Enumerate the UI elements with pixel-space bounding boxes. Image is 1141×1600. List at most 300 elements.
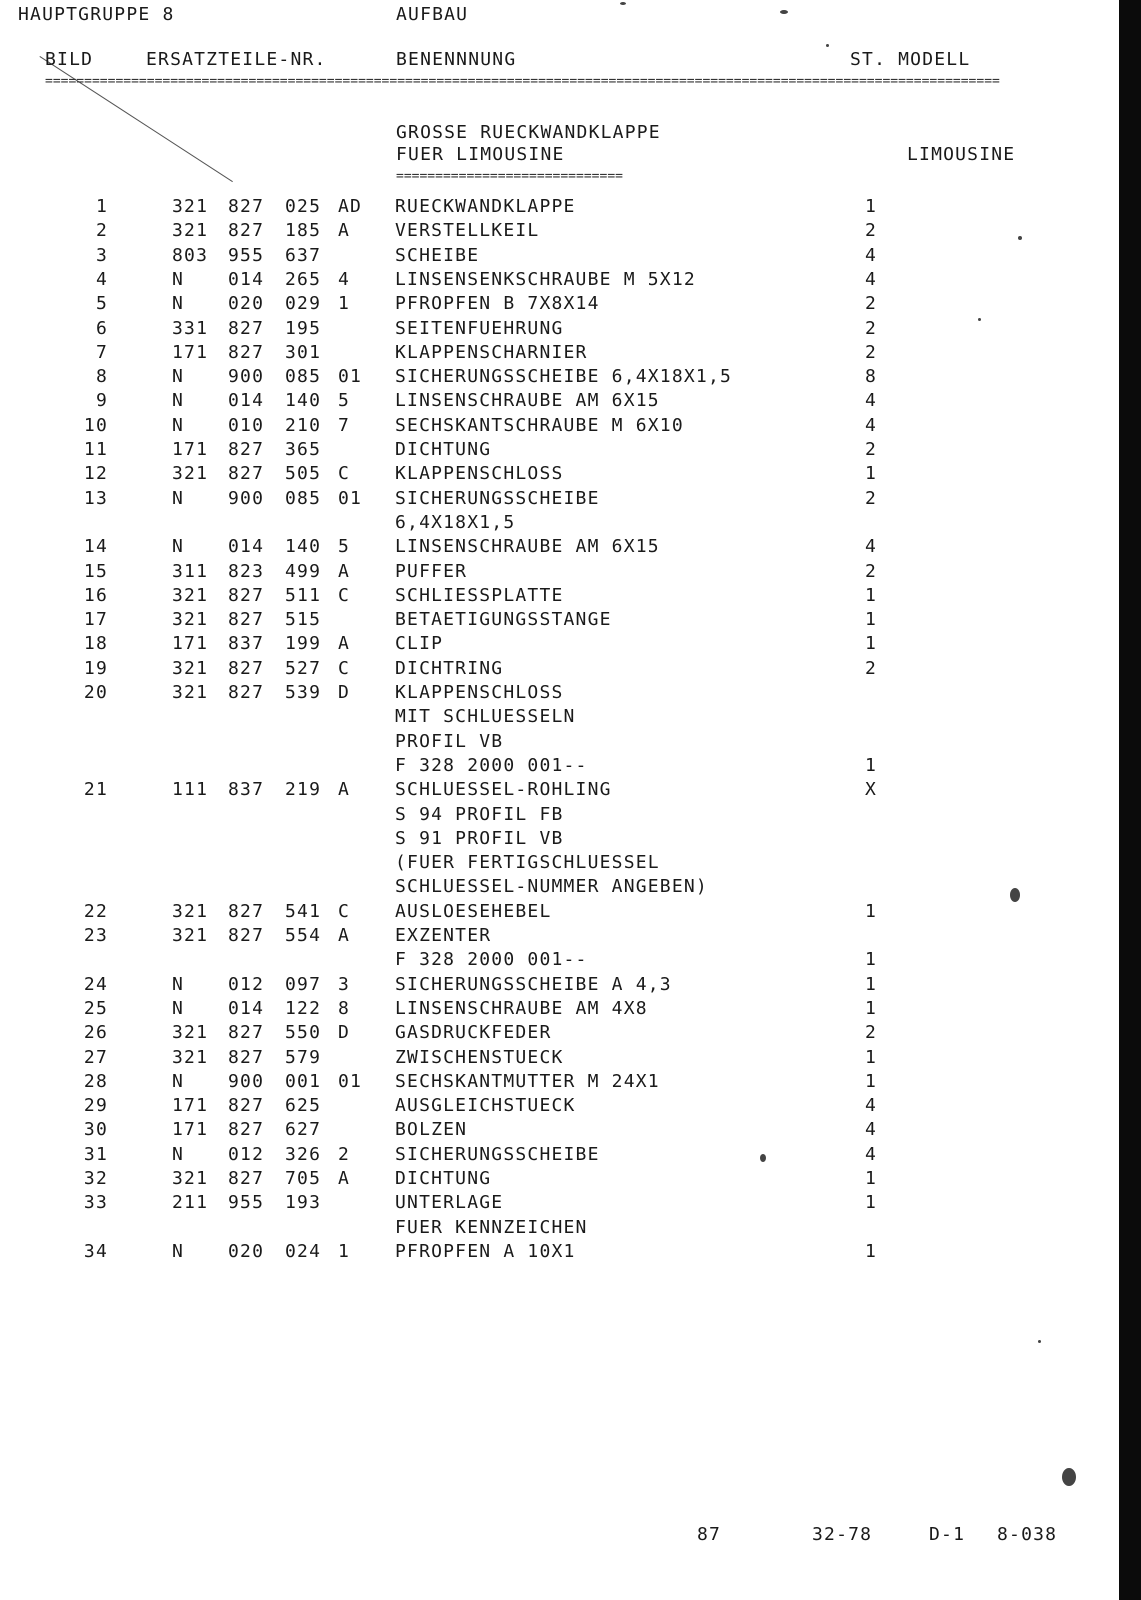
table-row [0,1167,1100,1191]
row-part-prefix: 171 [172,439,209,460]
row-qty: 2 [864,318,878,339]
row-part-prefix: 321 [172,1047,209,1068]
row-part-group-1: 012 [228,974,265,995]
row-part-group-2: 210 [285,415,322,436]
table-row [0,414,1100,438]
table-row [0,681,1100,705]
row-qty: 2 [864,293,878,314]
table-row [0,1021,1100,1045]
row-part-prefix: N [172,415,185,436]
row-part-group-1: 827 [228,609,265,630]
row-bild: 9 [95,390,108,411]
table-row [0,219,1100,243]
table-row [0,973,1100,997]
row-part-prefix: N [172,488,185,509]
row-qty: 2 [864,1022,878,1043]
row-name: SCHEIBE [395,245,480,266]
row-name: LINSENSCHRAUBE AM 6X15 [395,390,660,411]
row-part-prefix: 321 [172,196,209,217]
col-header-qty-model: ST. MODELL [850,49,971,70]
row-bild: 7 [95,342,108,363]
row-part-group-1: 827 [228,901,265,922]
row-part-prefix: 321 [172,585,209,606]
table-row [0,948,1100,972]
row-part-suffix: D [338,1022,351,1043]
row-bild: 31 [83,1144,108,1165]
row-part-group-1: 827 [228,1047,265,1068]
row-qty: 2 [864,342,878,363]
row-name: F 328 2000 001-- [395,755,588,776]
row-name: PROFIL VB [395,731,504,752]
row-part-prefix: 171 [172,1095,209,1116]
row-part-prefix: N [172,536,185,557]
row-name: PFROPFEN A 10X1 [395,1241,576,1262]
row-part-group-1: 010 [228,415,265,436]
table-row [0,1118,1100,1142]
table-row [0,754,1100,778]
row-part-suffix: 4 [338,269,351,290]
row-qty: 1 [864,1047,878,1068]
row-part-group-1: 827 [228,1095,265,1116]
row-name: GASDRUCKFEDER [395,1022,552,1043]
row-name: PUFFER [395,561,468,582]
scan-speck [1062,1468,1076,1486]
row-part-group-2: 122 [285,998,322,1019]
row-part-prefix: N [172,998,185,1019]
row-name: SICHERUNGSSCHEIBE [395,488,600,509]
row-part-group-1: 014 [228,536,265,557]
row-part-group-2: 195 [285,318,322,339]
row-part-group-1: 827 [228,318,265,339]
row-qty: 4 [864,1119,878,1140]
row-part-suffix: 1 [338,293,351,314]
row-qty: 1 [864,609,878,630]
row-part-prefix: 321 [172,901,209,922]
row-part-group-1: 827 [228,925,265,946]
row-bild: 32 [83,1168,108,1189]
table-row [0,462,1100,486]
table-row [0,705,1100,729]
row-part-group-2: 085 [285,488,322,509]
row-part-prefix: 321 [172,463,209,484]
row-qty: 1 [864,949,878,970]
row-part-group-1: 900 [228,1071,265,1092]
row-name: LINSENSENKSCHRAUBE M 5X12 [395,269,696,290]
row-part-group-1: 900 [228,488,265,509]
row-bild: 34 [83,1241,108,1262]
row-part-group-2: 550 [285,1022,322,1043]
row-name: DICHTUNG [395,1168,492,1189]
row-name: SICHERUNGSSCHEIBE A 4,3 [395,974,672,995]
row-part-group-1: 955 [228,245,265,266]
table-row [0,365,1100,389]
row-part-prefix: 331 [172,318,209,339]
row-bild: 11 [83,439,108,460]
row-qty: 2 [864,220,878,241]
row-qty: 1 [864,196,878,217]
row-part-group-2: 326 [285,1144,322,1165]
row-part-group-2: 499 [285,561,322,582]
row-part-prefix: N [172,269,185,290]
table-row [0,632,1100,656]
row-name: S 94 PROFIL FB [395,804,564,825]
section-title: AUFBAU [396,4,469,25]
row-part-prefix: N [172,293,185,314]
row-part-group-1: 827 [228,1168,265,1189]
row-qty: 4 [864,1144,878,1165]
row-bild: 30 [83,1119,108,1140]
row-part-group-2: 025 [285,196,322,217]
row-qty: 1 [864,463,878,484]
heading-underline: ============================= [396,170,623,184]
row-part-suffix: 01 [338,488,363,509]
row-qty: 1 [864,755,878,776]
row-bild: 17 [83,609,108,630]
row-part-suffix: C [338,585,351,606]
row-qty: 4 [864,245,878,266]
row-name: SICHERUNGSSCHEIBE 6,4X18X1,5 [395,366,733,387]
row-name: F 328 2000 001-- [395,949,588,970]
row-bild: 25 [83,998,108,1019]
row-part-group-2: 029 [285,293,322,314]
footer-date: 32-78 [812,1524,873,1545]
row-part-group-2: 001 [285,1071,322,1092]
row-name: SCHLUESSEL-ROHLING [395,779,612,800]
row-bild: 8 [95,366,108,387]
row-name: DICHTRING [395,658,504,679]
row-part-suffix: C [338,463,351,484]
table-row [0,560,1100,584]
row-name: AUSGLEICHSTUECK [395,1095,576,1116]
row-name: S 91 PROFIL VB [395,828,564,849]
scan-speck [826,44,829,47]
row-bild: 21 [83,779,108,800]
row-bild: 29 [83,1095,108,1116]
row-name: ZWISCHENSTUECK [395,1047,564,1068]
row-part-prefix: N [172,390,185,411]
table-row [0,292,1100,316]
row-part-suffix: 8 [338,998,351,1019]
row-part-prefix: 321 [172,1168,209,1189]
group-title: HAUPTGRUPPE 8 [18,4,175,25]
row-qty: 4 [864,415,878,436]
row-part-group-2: 705 [285,1168,322,1189]
row-qty: 1 [864,633,878,654]
row-bild: 22 [83,901,108,922]
row-bild: 5 [95,293,108,314]
col-header-name: BENENNNUNG [396,49,517,70]
row-part-group-1: 827 [228,439,265,460]
row-part-prefix: 321 [172,1022,209,1043]
table-row [0,1070,1100,1094]
row-name: (FUER FERTIGSCHLUESSEL [395,852,660,873]
scan-speck [978,318,981,321]
table-row [0,438,1100,462]
table-row [0,778,1100,802]
table-row [0,997,1100,1021]
scan-speck [1018,236,1022,240]
row-bild: 6 [95,318,108,339]
row-part-group-2: 579 [285,1047,322,1068]
row-name: AUSLOESEHEBEL [395,901,552,922]
row-part-group-2: 625 [285,1095,322,1116]
row-part-group-1: 020 [228,293,265,314]
table-row [0,341,1100,365]
row-part-group-1: 827 [228,220,265,241]
table-row [0,487,1100,511]
row-part-group-1: 020 [228,1241,265,1262]
table-row [0,584,1100,608]
row-name: BETAETIGUNGSSTANGE [395,609,612,630]
row-part-group-2: 505 [285,463,322,484]
row-bild: 33 [83,1192,108,1213]
row-qty: 2 [864,561,878,582]
row-qty: 2 [864,658,878,679]
table-row [0,803,1100,827]
row-part-group-2: 140 [285,390,322,411]
row-name: EXZENTER [395,925,492,946]
row-part-suffix: A [338,925,351,946]
row-part-prefix: 321 [172,609,209,630]
table-row [0,657,1100,681]
row-bild: 26 [83,1022,108,1043]
row-part-group-1: 827 [228,658,265,679]
row-name: PFROPFEN B 7X8X14 [395,293,600,314]
scan-speck [1038,1340,1041,1343]
table-row [0,195,1100,219]
row-part-group-1: 014 [228,390,265,411]
row-part-group-1: 014 [228,998,265,1019]
row-bild: 15 [83,561,108,582]
row-part-group-2: 097 [285,974,322,995]
row-part-prefix: 171 [172,342,209,363]
row-bild: 20 [83,682,108,703]
row-qty: 8 [864,366,878,387]
row-name: UNTERLAGE [395,1192,504,1213]
row-bild: 27 [83,1047,108,1068]
row-part-group-2: 515 [285,609,322,630]
row-part-group-1: 837 [228,779,265,800]
row-qty: 1 [864,1168,878,1189]
table-row [0,851,1100,875]
row-qty: 2 [864,439,878,460]
row-part-suffix: A [338,561,351,582]
row-bild: 1 [95,196,108,217]
row-part-group-1: 827 [228,1119,265,1140]
row-qty: 1 [864,585,878,606]
row-part-suffix: A [338,1168,351,1189]
table-row [0,1216,1100,1240]
row-name: SECHSKANTSCHRAUBE M 6X10 [395,415,684,436]
row-bild: 19 [83,658,108,679]
row-part-group-1: 012 [228,1144,265,1165]
row-name: SCHLIESSPLATTE [395,585,564,606]
row-qty: 1 [864,998,878,1019]
row-name: KLAPPENSCHLOSS [395,682,564,703]
row-part-suffix: A [338,779,351,800]
row-part-prefix: 321 [172,220,209,241]
row-part-group-2: 554 [285,925,322,946]
table-row [0,1240,1100,1264]
table-row [0,827,1100,851]
heading-model: LIMOUSINE [907,144,1016,165]
heading-line-2: FUER LIMOUSINE [396,144,565,165]
table-row [0,1143,1100,1167]
row-bild: 24 [83,974,108,995]
heading-line-1: GROSSE RUECKWANDKLAPPE [396,122,661,143]
row-part-prefix: 171 [172,1119,209,1140]
row-name: FUER KENNZEICHEN [395,1217,588,1238]
table-row [0,1191,1100,1215]
row-part-prefix: N [172,1144,185,1165]
row-name: SCHLUESSEL-NUMMER ANGEBEN) [395,876,708,897]
row-part-prefix: 803 [172,245,209,266]
row-qty: 2 [864,488,878,509]
row-part-group-2: 539 [285,682,322,703]
row-bild: 23 [83,925,108,946]
row-qty: 1 [864,974,878,995]
row-part-group-1: 014 [228,269,265,290]
row-qty: 4 [864,269,878,290]
row-part-group-1: 827 [228,196,265,217]
row-part-suffix: 7 [338,415,351,436]
row-part-group-2: 637 [285,245,322,266]
row-bild: 12 [83,463,108,484]
row-part-group-2: 365 [285,439,322,460]
footer-region: D-1 [929,1524,966,1545]
table-row [0,924,1100,948]
row-part-prefix: 211 [172,1192,209,1213]
row-bild: 28 [83,1071,108,1092]
row-part-group-1: 823 [228,561,265,582]
row-part-group-2: 527 [285,658,322,679]
row-bild: 18 [83,633,108,654]
row-part-group-2: 265 [285,269,322,290]
table-row [0,244,1100,268]
row-part-suffix: A [338,633,351,654]
table-row [0,511,1100,535]
footer-page: 87 [697,1524,722,1545]
row-part-group-2: 301 [285,342,322,363]
row-part-prefix: N [172,366,185,387]
row-part-group-1: 900 [228,366,265,387]
row-part-suffix: 1 [338,1241,351,1262]
row-part-group-1: 827 [228,585,265,606]
col-header-bild: BILD [45,49,94,70]
table-row [0,875,1100,899]
row-part-prefix: 171 [172,633,209,654]
row-name: BOLZEN [395,1119,468,1140]
row-part-group-1: 827 [228,463,265,484]
row-name: SICHERUNGSSCHEIBE [395,1144,600,1165]
table-row [0,1046,1100,1070]
row-part-group-2: 024 [285,1241,322,1262]
row-part-group-2: 140 [285,536,322,557]
row-part-group-2: 627 [285,1119,322,1140]
row-bild: 14 [83,536,108,557]
row-part-group-1: 827 [228,682,265,703]
row-part-suffix: 2 [338,1144,351,1165]
row-part-prefix: 311 [172,561,209,582]
row-part-suffix: 01 [338,366,363,387]
row-qty: 4 [864,1095,878,1116]
table-row [0,535,1100,559]
row-part-suffix: 3 [338,974,351,995]
row-part-prefix: 321 [172,682,209,703]
row-part-group-2: 541 [285,901,322,922]
row-name: 6,4X18X1,5 [395,512,516,533]
scan-speck [760,1154,766,1162]
table-row [0,1094,1100,1118]
row-part-group-1: 837 [228,633,265,654]
row-qty: 4 [864,390,878,411]
table-row [0,389,1100,413]
row-name: LINSENSCHRAUBE AM 4X8 [395,998,648,1019]
scan-speck [1010,888,1020,902]
table-row [0,730,1100,754]
table-row [0,608,1100,632]
row-name: KLAPPENSCHLOSS [395,463,564,484]
row-qty: 1 [864,1192,878,1213]
row-name: KLAPPENSCHARNIER [395,342,588,363]
row-part-group-2: 511 [285,585,322,606]
row-name: SEITENFUEHRUNG [395,318,564,339]
row-name: LINSENSCHRAUBE AM 6X15 [395,536,660,557]
row-part-prefix: N [172,1241,185,1262]
row-name: SECHSKANTMUTTER M 24X1 [395,1071,660,1092]
row-qty: 1 [864,901,878,922]
scan-edge-bar [1119,0,1141,1600]
scan-speck [780,10,788,14]
scan-speck [620,2,626,5]
row-bild: 4 [95,269,108,290]
row-part-group-2: 193 [285,1192,322,1213]
row-part-group-2: 085 [285,366,322,387]
row-part-prefix: 111 [172,779,209,800]
row-bild: 10 [83,415,108,436]
table-row [0,268,1100,292]
row-bild: 13 [83,488,108,509]
row-part-group-2: 199 [285,633,322,654]
row-name: MIT SCHLUESSELN [395,706,576,727]
row-part-group-1: 827 [228,1022,265,1043]
row-name: DICHTUNG [395,439,492,460]
row-part-suffix: 5 [338,536,351,557]
table-row [0,900,1100,924]
col-header-part-no: ERSATZTEILE-NR. [146,49,327,70]
row-qty: X [864,779,878,800]
row-qty: 1 [864,1071,878,1092]
footer-ref: 8-038 [997,1524,1058,1545]
row-part-suffix: A [338,220,351,241]
row-part-prefix: N [172,1071,185,1092]
row-part-suffix: 01 [338,1071,363,1092]
row-part-suffix: C [338,901,351,922]
row-qty: 4 [864,536,878,557]
row-qty: 1 [864,1241,878,1262]
row-part-group-1: 955 [228,1192,265,1213]
row-part-suffix: D [338,682,351,703]
row-part-suffix: AD [338,196,363,217]
row-part-prefix: 321 [172,925,209,946]
row-part-suffix: C [338,658,351,679]
row-name: CLIP [395,633,444,654]
row-name: RUECKWANDKLAPPE [395,196,576,217]
header-rule: ========================================================================================================================== [45,75,1000,89]
row-part-prefix: N [172,974,185,995]
row-part-group-2: 185 [285,220,322,241]
row-name: VERSTELLKEIL [395,220,540,241]
